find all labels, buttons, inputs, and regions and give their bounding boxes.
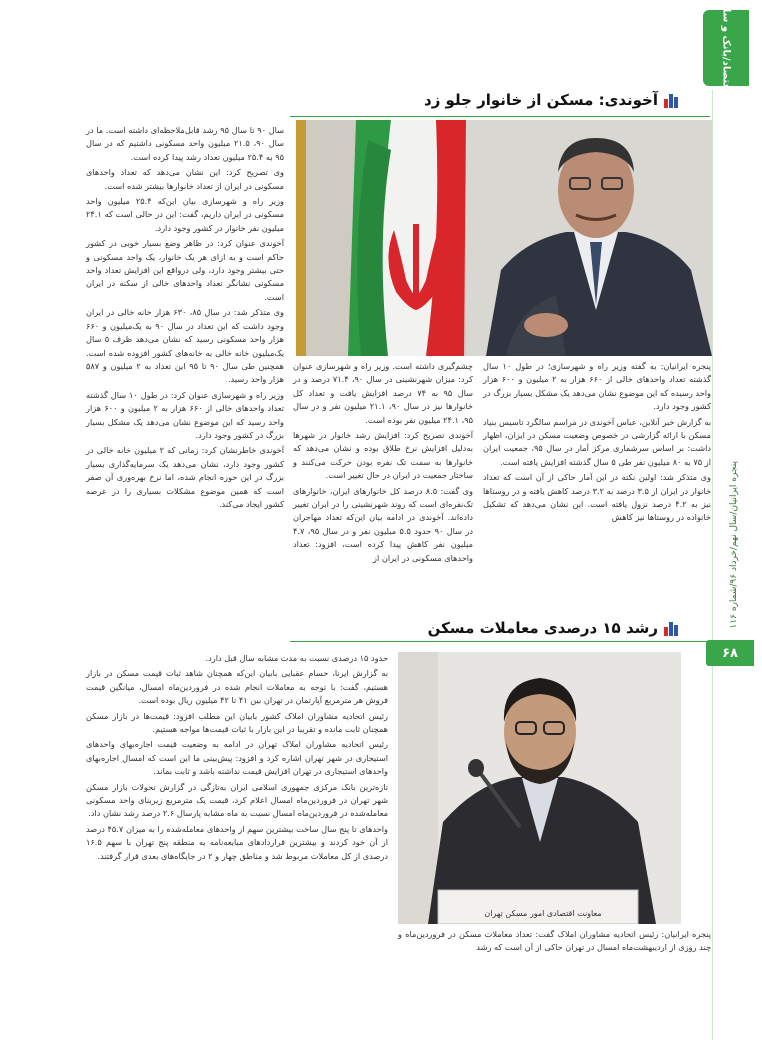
article2-paragraph: رئیس اتحادیه مشاوران املاک کشور بابیان این مطلب افزود: قیمت‌ها در بازار مسکن همچنان ثابت مانده و تقریبا در این بازار با ثبات قیمت‌ها مواجه هستیم. xyxy=(86,710,388,735)
issue-info xyxy=(718,455,750,635)
article1-paragraph: وی متذکر شد: اولین نکته در این آمار حاکی از آن است که تعداد خانوار در ایران از ۳.۵ درصد به ۳.۲ درصد کاهش یافته و در روستاها نیز به ۴.۲ درصد نزول یافته است. این نشان می‌دهد که تشکیل خانواده در روستاها نیز کاهش xyxy=(483,472,712,523)
sidebar-rule xyxy=(712,90,713,1040)
article1-paragraph: وزیر راه و شهرسازی عنوان کرد: در طول ۱۰ سال گذشته تعداد واحدهای خالی از ۶۶۰ هزار به ۲ میلیون و ۶۰۰ هزار واحد رسید که این موضوع نشان می‌دهد یک مشکل بسیار بزرگ در کشور وجود دارد. xyxy=(86,389,285,440)
article1-paragraph: چشم‌گیری داشته است. وزیر راه و شهرسازی عنوان کرد: میزان شهرنشینی در سال ۹۰، ۷۱.۴ درصد و در سال ۹۵ به ۷۴ درصد افزایش یافت و تعداد کل خانوارها نیز در سال ۹۰، ۲۱.۱ میلیون نفر و در سال ۹۵، ۲۴.۱ میلیون نفر بوده است. xyxy=(293,361,474,425)
section-tab-label: اقتصاد/بانک و ساز xyxy=(720,2,732,94)
article1-column-left xyxy=(86,124,284,594)
article1-column-middle xyxy=(293,360,473,600)
photo-nameplate: معاونت اقتصادی امور مسکن تهران xyxy=(484,909,602,918)
article1-paragraph: آخوندی تصریح کرد: افزایش رشد خانوار در شهرها به‌دلیل افزایش نرخ طلاق بوده و نشان می‌دهد که خانوارها به سمت تک نفره بودن حرکت می‌کنند و ساختار جمعیت در ایران در حال تغییر است. xyxy=(293,430,473,481)
article2-caption: پنجره ایرانیان: رئیس اتحادیه مشاوران املاک گفت: تعداد معاملات مسکن در فروردین‌ماه و چند روزی از اردیبهشت‌ماه امسال در تهران حاکی از آن است که رشد xyxy=(398,929,711,953)
article1-paragraph: وی متذکر شد: در سال ۸۵، ۶۳۰ هزار خانه خالی در ایران وجود داشت که این تعداد در سال ۹۰ به یک‌میلیون و ۶۶۰ هزار واحد مسکونی رسید که نشان می‌دهد ظرف ۵ سال یک‌میلیون خانه خالی به خانه‌های کشور افزوده شده است. همچنین طی سال ۹۰ تا ۹۵ این تعداد به ۲ میلیون و ۵۸۷ هزار واحد رسید. xyxy=(86,307,285,385)
headline-rule xyxy=(290,116,710,117)
headline-rule xyxy=(290,641,710,642)
article2-paragraph: حدود ۱۵ درصدی نسبت به مدت مشابه سال قبل دارد. xyxy=(205,653,388,663)
article1-paragraph: وی گفت: ۸.۵ درصد کل خانوارهای ایران، خانوارهای تک‌نفره‌ای است که روند شهرنشینی را در ایران تغییر داده‌اند. آخوندی در ادامه بیان این‌که تعداد مهاجران در سال ۹۰ حدود ۵.۵ میلیون نفر و در سال ۹۵، ۴.۷ میلیون نفر کاهش پیدا کرده است، افزود: تعداد واحدهای مسکونی در ایران از xyxy=(293,485,473,563)
article1-headline: آخوندی: مسکن از خانوار جلو زد xyxy=(424,91,658,109)
issue-info-label: پنجره ایرانیان/سال نهم/خرداد ۹۶/شماره ۱۱۶ xyxy=(729,461,739,629)
article2-paragraph: رئیس اتحادیه مشاوران املاک تهران در ادامه به وضعیت قیمت اجاره‌بهای واحدهای استیجاری در شهر تهران اشاره کرد و افزود: پیش‌بینی ما این است که امسال اجاره‌بهای واحدهای استیجاری در تهران افزایش قیمت نداشته باشد و ثابت بماند. xyxy=(86,739,388,777)
article1-paragraph: وی تصریح کرد: این نشان می‌دهد که تعداد واحدهای مسکونی در ایران از تعداد خانوارها بیشتر شده است. xyxy=(86,167,284,191)
article1-paragraph: آخوندی خاطرنشان کرد: زمانی که ۲ میلیون خانه خالی در کشور وجود دارد، نشان می‌دهد یک سرمایه‌گذاری بسیار بزرگ در این حوزه انجام شده، اما نرخ بهره‌وری آن صفر است که همین موضوع مشکلات بسیاری را در عرصه کشور ایجاد می‌کند. xyxy=(86,445,284,509)
article2-paragraph: به گزارش ایرنا، حسام عقبایی بابیان این‌که همچنان شاهد ثبات قیمت مسکن در بازار هستیم، گفت: با توجه به معاملات انجام شده در فروردین‌ماه امسال، میانگین قیمت فروش هر مترمربع آپارتمان در تهران بین ۴۱ تا ۴۲ میلیون ریال بوده است. xyxy=(86,668,388,706)
article1-paragraph: به گزارش خبر آنلاین، عباس آخوندی در مراسم سالگرد تاسیس بنیاد مسکن با ارائه گزارشی در خصوص وضعیت مسکن در ایران، اظهار داشت: بر اساس سرشماری مرکز آمار در سال ۹۵، جمعیت ایران از ۷۵ به ۸۰ میلیون نفر طی ۵ سال گذشته افزایش یافته است. xyxy=(483,416,711,467)
article2-body xyxy=(86,652,388,982)
article2-paragraph: تازه‌ترین بانک مرکزی جمهوری اسلامی ایران به‌تازگی در گزارش تحولات بازار مسکن شهر تهران در فروردین‌ماه امسال اعلام کرد، قیمت یک مترمربع زیربنای واحد مسکونی معامله‌شده در فروردین‌ماه امسال نسبت به ماه مشابه پارسال ۲.۶ درصد رشد نشان داد. xyxy=(86,781,388,819)
headline-bars-icon xyxy=(664,94,678,108)
article1-paragraph: آخوندی عنوان کرد: در ظاهر وضع بسیار خوبی در کشور حاکم است و به ازای هر یک خانوار، یک واحد مسکونی و حتی بیشتر وجود دارد، ولی درواقع این افزایش تعداد واحد مسکونی نشانگر تعداد واحدهای خالی از سکنه در ایران است. xyxy=(86,238,284,302)
union-head-photo-image xyxy=(398,652,681,924)
article1-paragraph: پنجره ایرانیان: به گفته وزیر راه و شهرسازی؛ در طول ۱۰ سال گذشته تعداد واحدهای خالی از ۶۶۰ هزار به ۲ میلیون و ۶۰۰ هزار واحد رسیده که این موضوع نشان می‌دهد یک مشکل بسیار بزرگ در کشور وجود دارد. xyxy=(483,361,711,412)
article2-headline: رشد ۱۵ درصدی معاملات مسکن xyxy=(427,619,658,637)
minister-photo-image xyxy=(296,120,712,356)
article1-paragraph: سال ۹۰ تا سال ۹۵ رشد قابل‌ملاحظه‌ای داشته است. ما در سال ۹۰، ۲۱.۵ میلیون واحد مسکونی داشتیم که در سال ۹۵ به ۲۵.۴ میلیون تعداد رشد پیدا کرده است. xyxy=(86,125,285,162)
headline-bars-icon xyxy=(664,622,678,636)
article2-paragraph: واحدهای تا پنج سال ساخت بیشترین سهم از واحدهای معامله‌شده را به میزان ۴۵.۷ درصد از آن خود کردند و بیشترین قراردادهای مبایعه‌نامه به منطقه پنج تهران با سهم ۱۶.۵ درصدی از کل معاملات مربوط شد و مناطق چهار و ۲ در جایگاه‌های بعدی قرار گرفتند. xyxy=(86,823,389,861)
union-head-photo xyxy=(398,652,681,924)
page-number: ۶۸ xyxy=(706,640,754,666)
article1-paragraph: وزیر راه و شهرسازی بیان این‌که ۲۵.۴ میلیون واحد مسکونی در ایران داریم، گفت: این در حالی است که ۲۴.۱ میلیون نفر خانوار در کشور وجود دارد. xyxy=(86,196,284,233)
section-tab xyxy=(703,2,749,94)
minister-photo xyxy=(296,120,712,356)
article1-column-right xyxy=(483,360,711,600)
